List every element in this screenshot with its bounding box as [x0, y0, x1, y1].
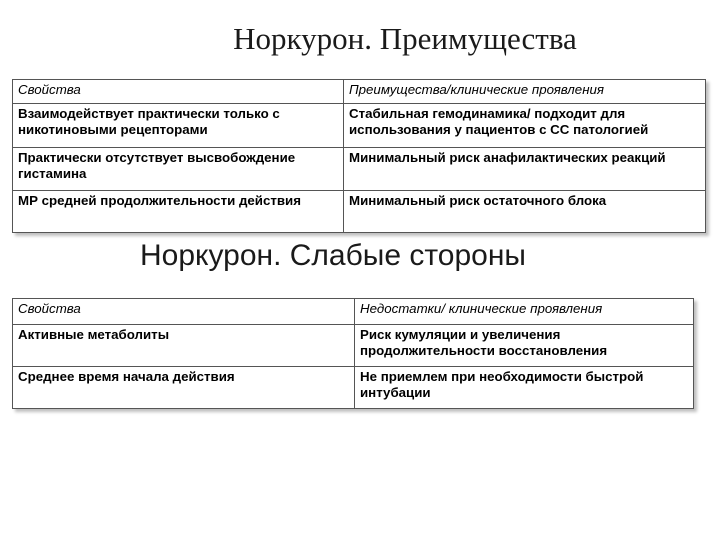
advantages-title: Норкурон. Преимущества: [233, 21, 577, 56]
table-cell: Минимальный риск остаточного блока: [344, 191, 706, 233]
table-cell: Риск кумуляции и увеличения продолжительности восстановления: [355, 325, 694, 367]
advantages-table: [12, 79, 706, 233]
table-row: [13, 104, 706, 148]
weaknesses-table: [12, 298, 694, 409]
header-drawbacks: Недостатки/ клинические проявления: [355, 299, 694, 325]
table-cell: Стабильная гемодинамика/ подходит для использования у пациентов с СС патологией: [344, 104, 706, 148]
table-row: [13, 367, 694, 409]
table-cell: Активные метаболиты: [13, 325, 355, 367]
table-row: [13, 191, 706, 233]
header-advantages: Преимущества/клинические проявления: [344, 80, 706, 104]
table-row: [13, 148, 706, 191]
table-cell: Практически отсутствует высвобождение гистамина: [13, 148, 344, 191]
table-row: [13, 325, 694, 367]
table-header-row: [13, 299, 694, 325]
table-cell: Минимальный риск анафилактических реакций: [344, 148, 706, 191]
table-cell: МР средней продолжительности действия: [13, 191, 344, 233]
table-cell: Взаимодействует практически только с никотиновыми рецепторами: [13, 104, 344, 148]
table-cell: Не приемлем при необходимости быстрой интубации: [355, 367, 694, 409]
table-cell: Среднее время начала действия: [13, 367, 355, 409]
weaknesses-title: Норкурон. Слабые стороны: [140, 239, 526, 272]
table-header-row: [13, 80, 706, 104]
header-properties: Свойства: [13, 299, 355, 325]
header-properties: Свойства: [13, 80, 344, 104]
